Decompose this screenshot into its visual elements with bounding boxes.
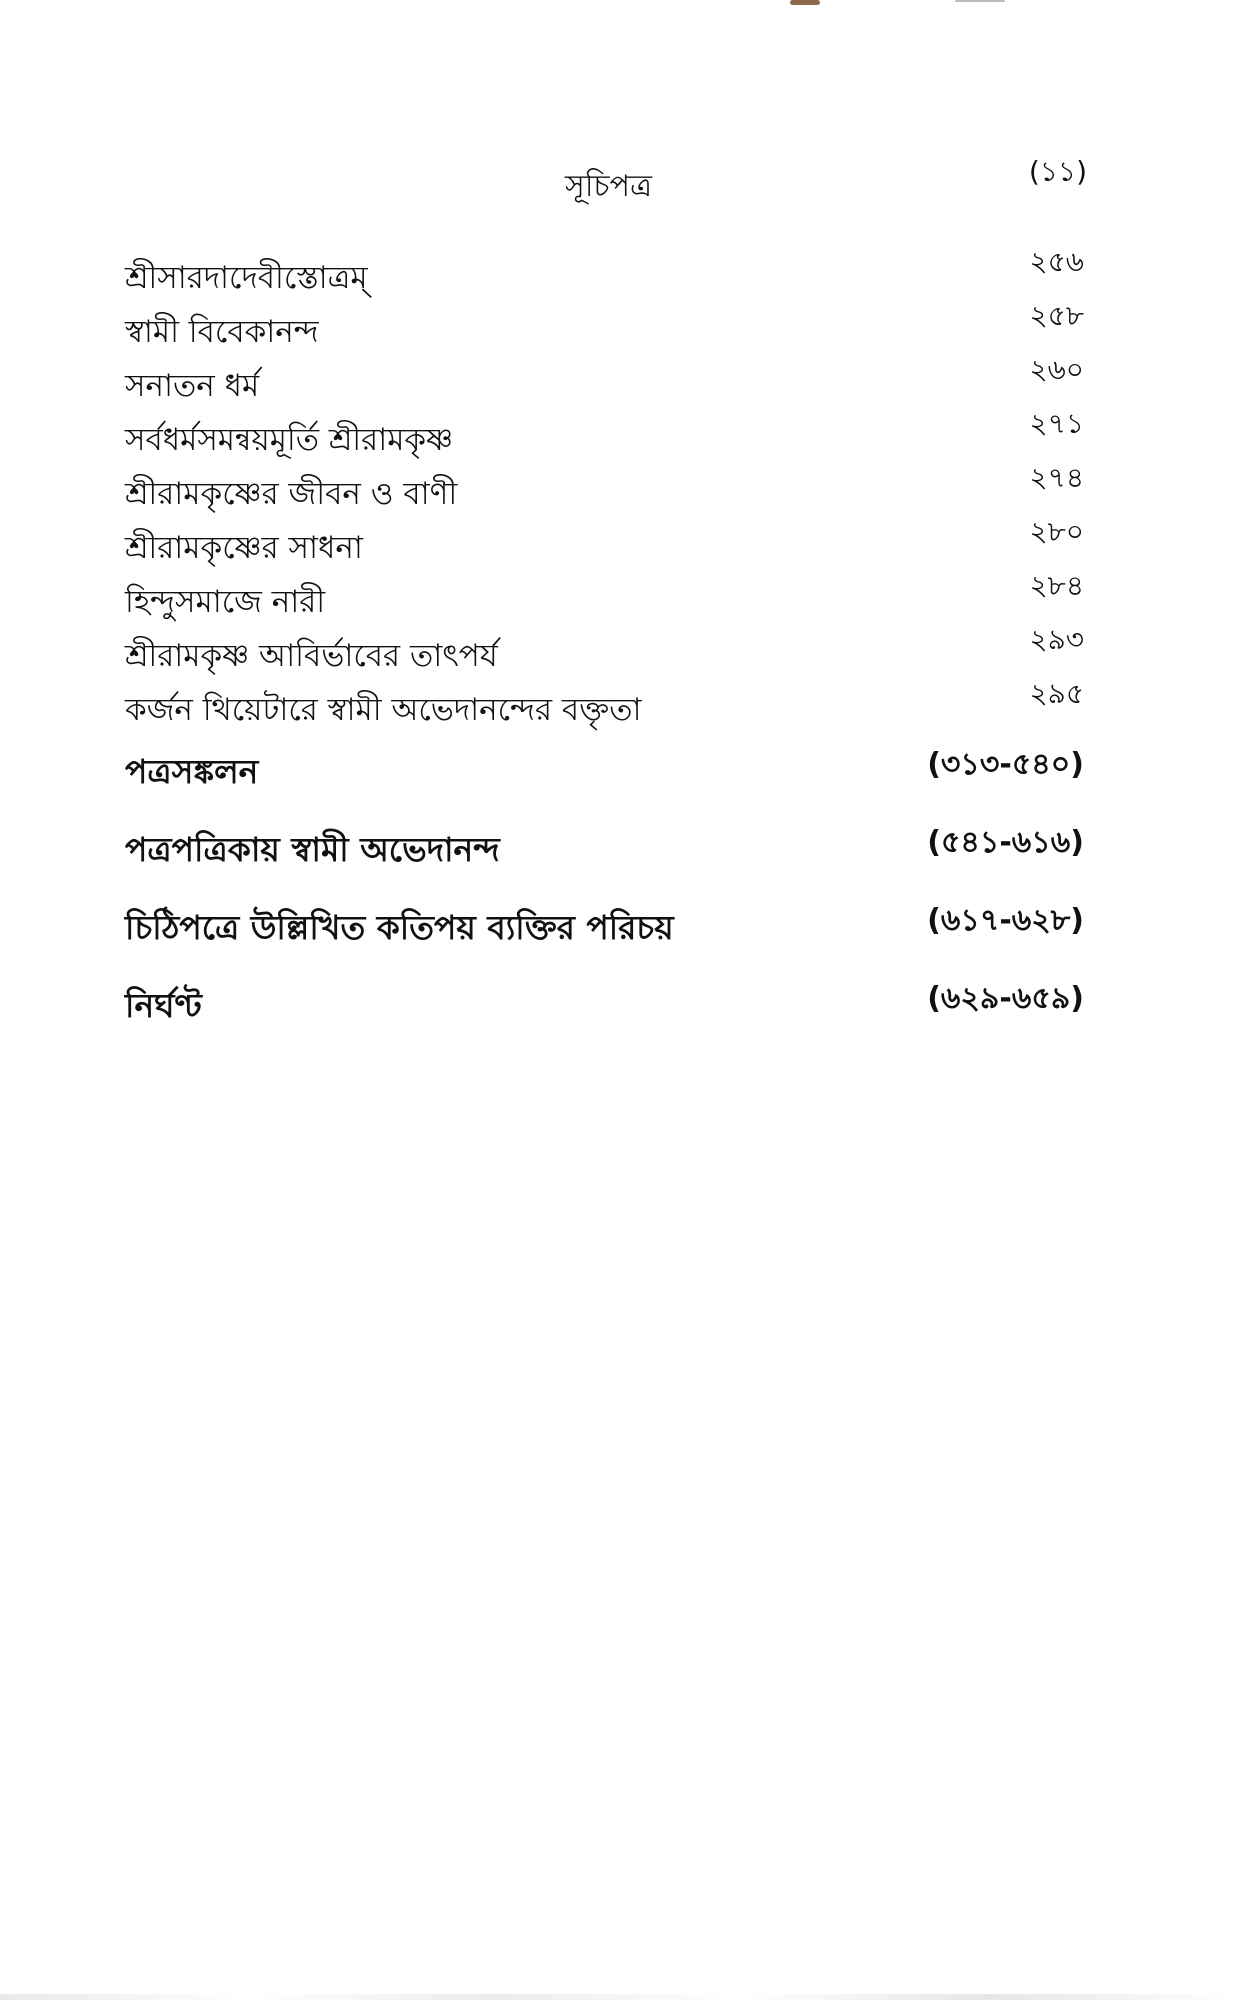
toc-entry [125,456,1087,510]
toc-section-title: পত্রসঙ্কলন [125,752,259,791]
toc-entry-page: ২৫৬ [1029,245,1084,278]
table-of-contents [125,240,1087,1052]
toc-entry-title: শ্রীসারদাদেবীস্তোত্রম্ [125,260,368,296]
toc-section [125,740,1087,818]
toc-section-pages: (৩১৩-৫৪০) [927,747,1084,782]
toc-entry-title: কর্জন থিয়েটারে স্বামী অভেদানন্দের বক্তৃতা [125,692,642,728]
toc-entry [125,618,1087,672]
toc-entry [125,402,1087,456]
toc-entry-title: শ্রীরামকৃষ্ণের সাধনা [125,530,363,566]
toc-entry-page: ২৭৪ [1029,461,1084,494]
paper-speck [790,0,820,5]
toc-section [125,818,1087,896]
toc-entry-page: ২৬০ [1029,353,1084,386]
toc-entry [125,240,1087,294]
toc-entry [125,564,1087,618]
toc-section-pages: (৫৪১-৬১৬) [927,825,1084,860]
toc-section-pages: (৬২৯-৬৫৯) [927,981,1084,1016]
toc-entry-title: সর্বধর্মসমন্বয়মূর্তি শ্রীরামকৃষ্ণ [125,422,454,458]
toc-section-pages: (৬১৭-৬২৮) [927,903,1084,938]
toc-entry-page: ২৫৮ [1029,299,1084,332]
toc-entry-title: হিন্দুসমাজে নারী [125,584,326,620]
toc-entry [125,510,1087,564]
toc-entry-page: ২৯৩ [1029,623,1084,656]
toc-section-title: পত্রপত্রিকায় স্বামী অভেদানন্দ [125,830,500,869]
page-number: (১১) [1028,155,1087,188]
toc-section [125,896,1087,974]
toc-entry-page: ২৮০ [1029,515,1084,548]
toc-entry-page: ২৭১ [1029,407,1084,440]
toc-entry-page: ২৮৪ [1029,569,1084,602]
toc-section [125,974,1087,1052]
toc-section-title: নির্ঘণ্ট [125,986,202,1025]
toc-section-title: চিঠিপত্রে উল্লিখিত কতিপয় ব্যক্তির পরিচয় [125,908,674,947]
toc-entry [125,294,1087,348]
page-bottom-edge [0,1994,1237,2000]
toc-entry-title: শ্রীরামকৃষ্ণ আবির্ভাবের তাৎপর্য [125,638,498,674]
toc-entry-title: শ্রীরামকৃষ্ণের জীবন ও বাণী [125,476,458,512]
toc-entry-title: সনাতন ধর্ম [125,368,260,404]
toc-entry-page: ২৯৫ [1029,677,1084,710]
page-title: সূচিপত্র [565,169,652,204]
toc-entry-title: স্বামী বিবেকানন্দ [125,314,319,350]
toc-entry [125,672,1087,726]
paper-speck [955,0,1005,2]
